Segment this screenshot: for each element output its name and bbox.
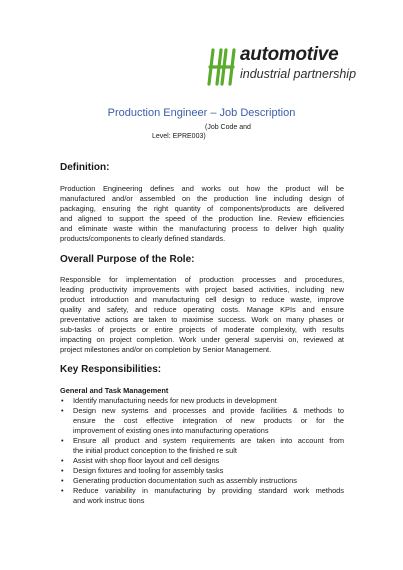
logo-brand-text: automotive (240, 44, 339, 65)
responsibilities-list (60, 396, 344, 506)
purpose-paragraph (60, 275, 344, 355)
list-item-line: ensure the cost effective integration of new products or for the (73, 416, 344, 425)
purpose-line: project milestones and/or on completion by Senior Management. (60, 345, 272, 354)
responsibilities-subheading: General and Task Management (60, 386, 169, 395)
definition-line: and eliminate waste within the manufacturing process to deliver high quality (60, 224, 344, 233)
definition-heading: Definition: (60, 162, 110, 173)
list-item (60, 396, 344, 406)
list-item-line: improvement of existing ones into manufacturing operations (73, 426, 269, 435)
list-item-line: • Reduce variability in manufacturing by providing standard work methods (73, 486, 344, 495)
definition-line: manufactured and/or assembled on the production line including design of (60, 194, 344, 203)
purpose-heading: Overall Purpose of the Role: (60, 254, 195, 265)
list-item-line: • Design new systems and processes and provide facilities & methods to (73, 406, 344, 415)
purpose-line: leading productivity improvements with project based activities, including new (60, 285, 344, 294)
list-item-line: • Design fixtures and tooling for assembly tasks (73, 466, 224, 475)
list-item-line: • Assist with shop floor layout and cell designs (73, 456, 220, 465)
list-item (60, 406, 344, 436)
list-item-line: • Generating production documentation such as assembly instructions (73, 476, 297, 485)
list-item (60, 486, 344, 506)
logo-tagline: industrial partnership (240, 67, 357, 81)
company-logo (206, 44, 357, 89)
definition-line: Production Engineering defines and works out how the product will be (60, 184, 344, 193)
purpose-line: impacting on project completion. Work under general supervisi on, reviewed at (60, 335, 344, 344)
job-code-line-2: Level: EPRE003) (152, 133, 206, 140)
job-code-line-1: (Job Code and (205, 124, 251, 131)
definition-line: products/components to clearly defined standards. (60, 234, 226, 243)
list-item (60, 466, 344, 476)
list-item (60, 476, 344, 486)
definition-line: packaging, ensuring the right quantity of components/products are delivered (60, 204, 344, 213)
logo-mark-icon (206, 47, 238, 87)
definition-line: and aligned to support the speed of the production line. Review efficiencies (60, 214, 344, 223)
responsibilities-heading: Key Responsibilities: (60, 364, 162, 375)
list-item-line: • Ensure all product and system requirements are taken into account from (73, 436, 344, 445)
list-item (60, 456, 344, 466)
purpose-line: Responsible for implementation of production processes and procedures, (60, 275, 344, 284)
purpose-line: product introduction and manufacturing cell design to reduce waste, improve (60, 295, 344, 304)
list-item-line: • Identify manufacturing needs for new products in development (73, 396, 277, 405)
purpose-line: preventative actions are taken to maximise success. Work on many phases or (60, 315, 344, 324)
purpose-line: sub-tasks of projects or entire projects of moderate complexity, with results (60, 325, 344, 334)
definition-paragraph (60, 184, 344, 244)
document-title: Production Engineer – Job Description (107, 107, 296, 119)
purpose-line: quality and safety, and reduce operating costs. Manage KPIs and ensure (60, 305, 344, 314)
list-item-line: the initial product conception to the finished re sult (73, 446, 237, 455)
list-item-line: and work instruc tions (73, 496, 145, 505)
list-item (60, 436, 344, 456)
